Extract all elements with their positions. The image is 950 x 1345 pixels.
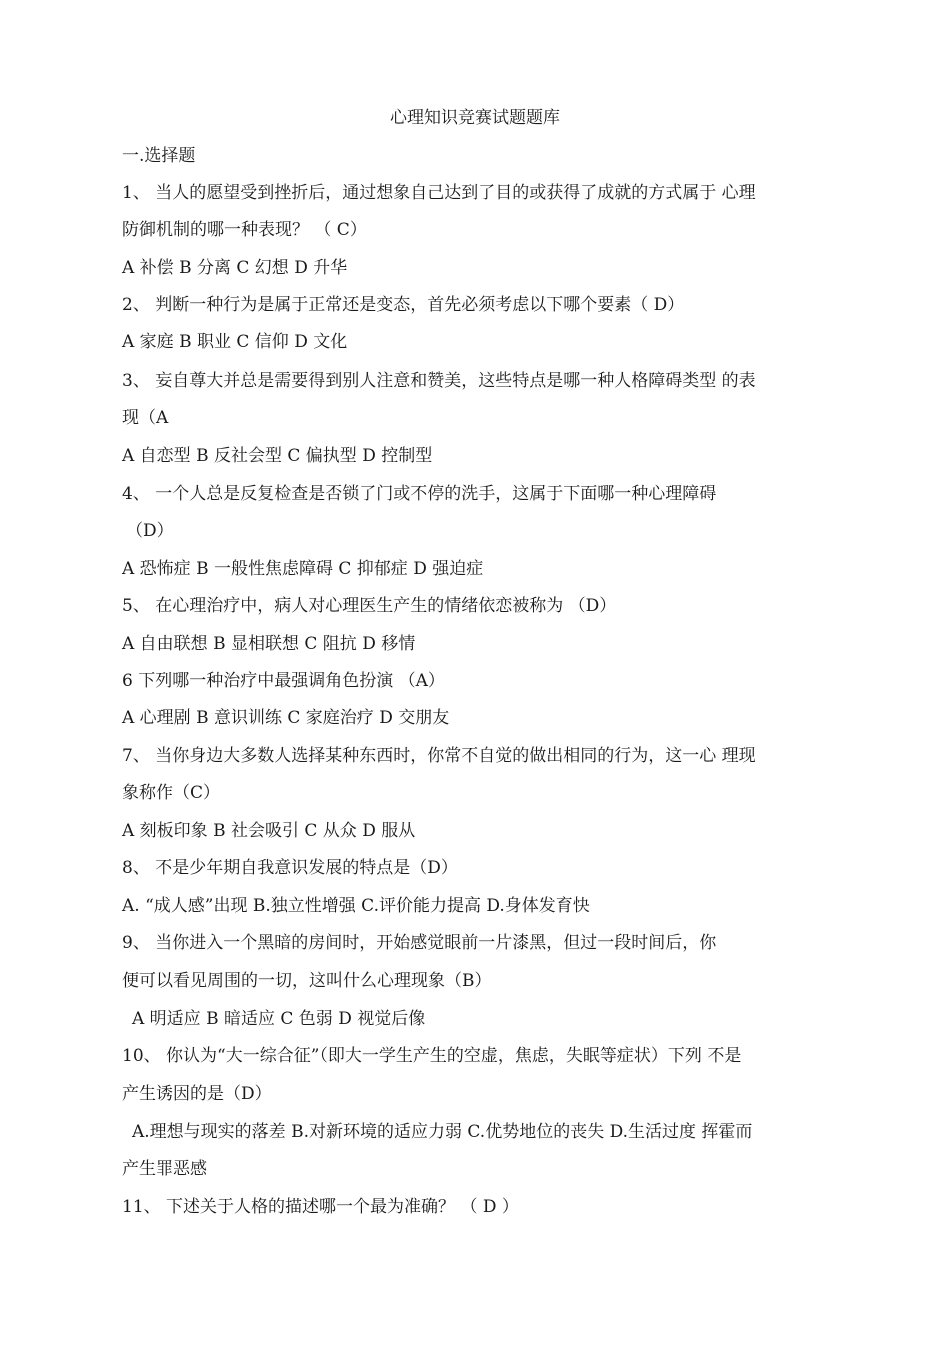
document-title: 心理知识竞赛试题题库 [390,108,560,128]
text-line: A 家庭 B 职业 C 信仰 D 文化 [122,332,348,352]
text-line: 便可以看见周围的一切，这叫什么心理现象（B） [122,971,492,991]
text-line: A. “成人感”出现 B.独立性增强 C.评价能力提高 D.身体发育快 [122,896,590,916]
text-line: A 补偿 B 分离 C 幻想 D 升华 [122,258,348,278]
text-line: 9、 当你进入一个黑暗的房间时，开始感觉眼前一片漆黑，但过一段时间后，你 [122,933,717,953]
text-line: 7、 当你身边大多数人选择某种东西时，你常不自觉的做出相同的行为，这一心 理现 [122,746,756,766]
text-line: 2、 判断一种行为是属于正常还是变态，首先必须考虑以下哪个要素（ D） [122,295,685,315]
text-line: A 明适应 B 暗适应 C 色弱 D 视觉后像 [132,1009,426,1029]
text-line: 3、 妄自尊大并总是需要得到别人注意和赞美，这些特点是哪一种人格障碍类型 的表 [122,371,756,391]
text-line: 4、 一个人总是反复检查是否锁了门或不停的洗手，这属于下面哪一种心理障碍 [122,484,717,504]
text-line: A.理想与现实的落差 B.对新环境的适应力弱 C.优势地位的丧失 D.生活过度 挥霍而 [132,1122,753,1142]
text-line: 1、 当人的愿望受到挫折后，通过想象自己达到了目的或获得了成就的方式属于 心理 [122,183,756,203]
text-line: 产生诱因的是（D） [122,1084,272,1104]
text-line: 防御机制的哪一种表现？ （ C） [122,220,367,240]
text-line: A 刻板印象 B 社会吸引 C 从众 D 服从 [122,821,416,841]
text-line: 现（A [122,408,169,428]
section-heading: 一.选择题 [122,146,196,166]
text-line: A 心理剧 B 意识训练 C 家庭治疗 D 交朋友 [122,708,450,728]
text-line: 5、 在心理治疗中，病人对心理医生产生的情绪依恋被称为 （D） [122,596,617,616]
text-line: A 恐怖症 B 一般性焦虑障碍 C 抑郁症 D 强迫症 [122,559,484,579]
text-line: 10、 你认为“大一综合征”（即大一学生产生的空虚，焦虑，失眠等症状）下列 不是 [122,1046,742,1066]
text-line: （D） [126,521,174,541]
text-line: 产生罪恶感 [122,1159,207,1179]
text-line: 8、 不是少年期自我意识发展的特点是（D） [122,858,458,878]
text-line: 象称作（C） [122,783,221,803]
text-line: A 自由联想 B 显相联想 C 阻抗 D 移情 [122,634,416,654]
text-line: 11、 下述关于人格的描述哪一个最为准确？ （ D ） [122,1197,519,1217]
text-line: A 自恋型 B 反社会型 C 偏执型 D 控制型 [122,446,433,466]
text-line: 6 下列哪一种治疗中最强调角色扮演 （A） [122,671,445,691]
